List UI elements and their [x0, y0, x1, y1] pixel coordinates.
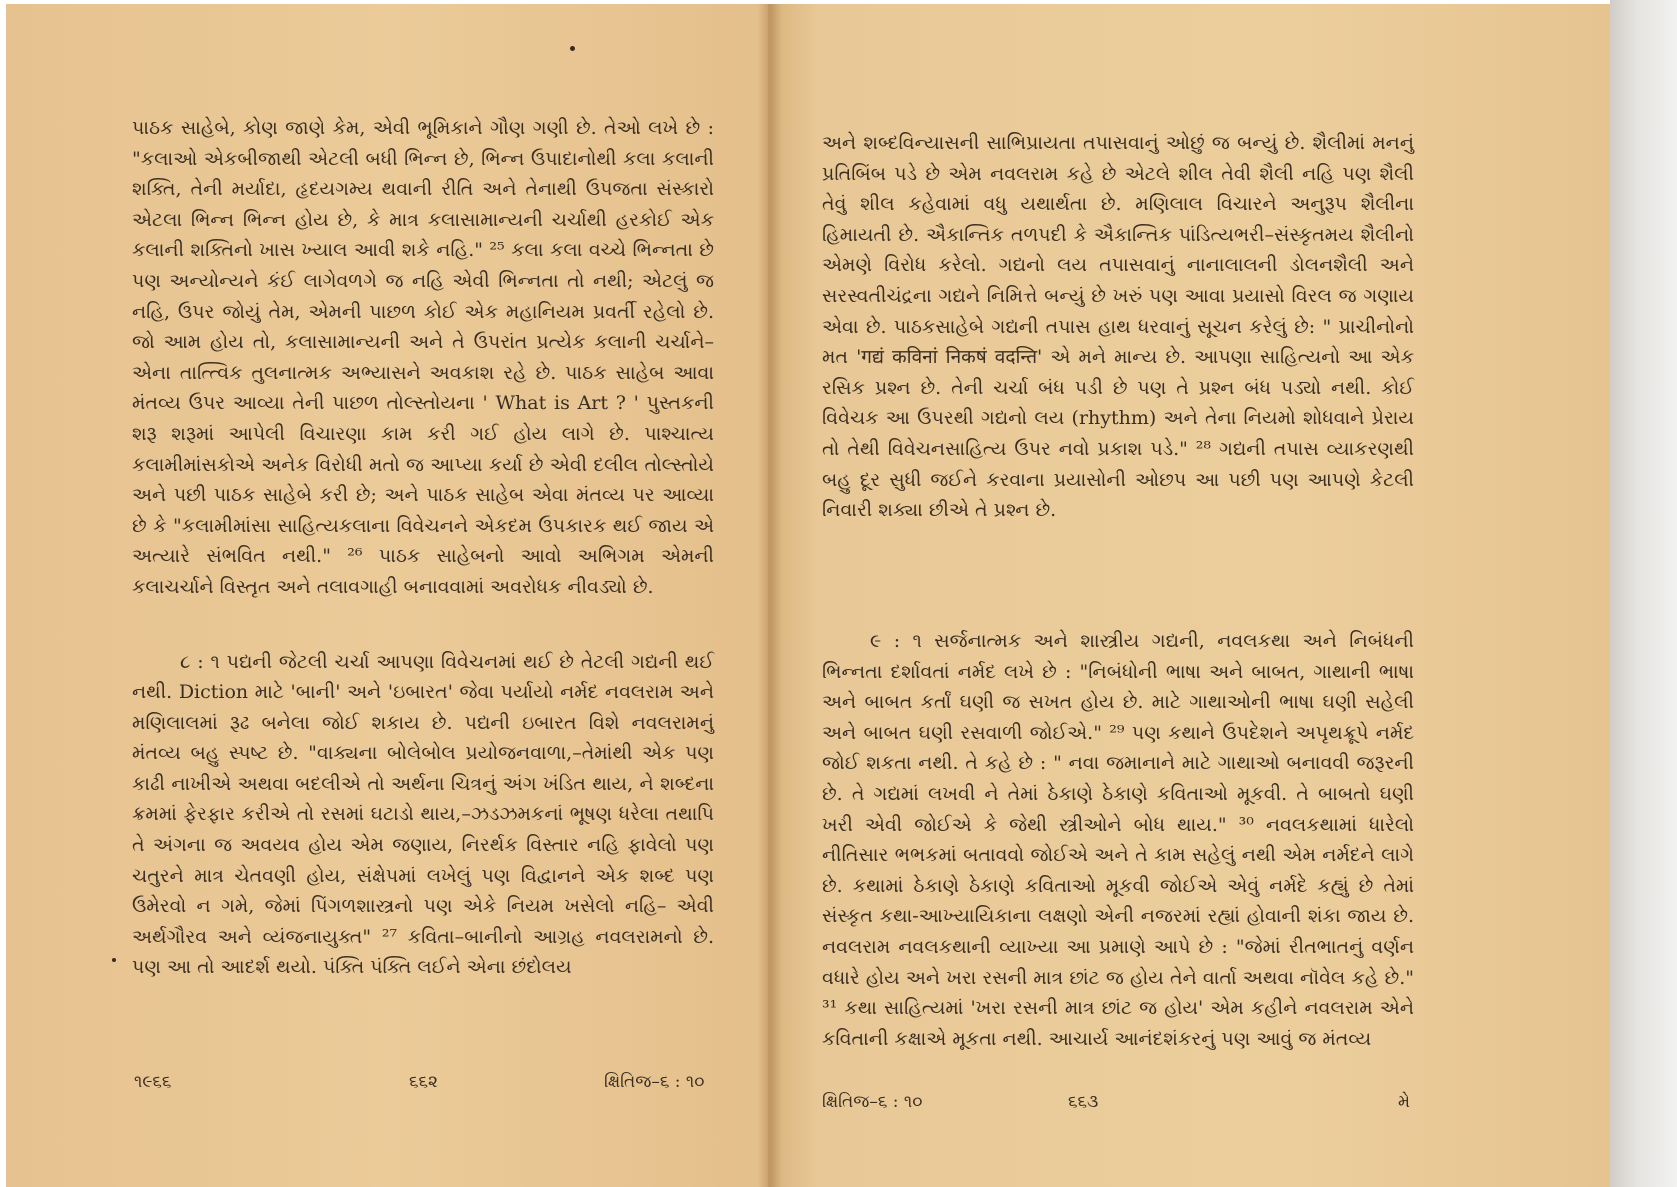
right-paragraph-2: ૯ : ૧ સર્જનાત્મક અને શાસ્ત્રીય ગદ્યની, નવલકથા અને નિબંધની ભિન્નતા દર્શાવતાં નર્મદ લખે છે : "નિબંધોની ભાષા અને બાબત, ગાથાની ભાષા અને બાબત કર્તાં ઘણી જ સખત હોય છે. માટે ગાથાઓની ભાષા ઘણી સહેલી અને બાબત ઘણી રસવાળી જોઈએ." ²⁹ પણ કથાને ઉપદેશને અપૃથક્રૂપે નર્મદ જોઈ શકતા નથી. તે કહે છે : " નવા જમાનાને માટે ગાથાઓ બનાવવી જરૂરની છે. તે ગદ્યમાં લખવી ને તેમાં ઠેકાણે ઠેકાણે કવિતાઓ મૂકવી. તે બાબતો ઘણી ખરી એવી જોઈએ કે જેથી સ્ત્રીઓને બોધ થાય." ³⁰ નવલકથામાં ધારેલો નીતિસાર ભભકમાં બતાવવો જોઈએ અને તે કામ સહેલું નથી એમ નર્મદને લાગે છે. કથામાં ઠેકાણે ઠેકાણે કવિતાઓ મૂકવી જોઈએ એવું નર્મદે કહ્યું છે તેમાં સંસ્કૃત કથા-આખ્યાયિકાના લક્ષણો એની નજરમાં રહ્યાં હોવાની શંકા જાય છે. નવલરામ નવલકથાની વ્યાખ્યા આ પ્રમાણે આપે છે : "જેમાં રીતભાતનું વર્ણન વધારે હોય અને ખરા રસની માત્ર છાંટ જ હોય તેને વાર્તા અથવા નૉવેલ કહે છે." ³¹ કથા સાહિત્યમાં 'ખરા રસની માત્ર છાંટ જ હોય' એમ કહીને નવલરામ એને કવિતાની કક્ષાએ મૂકતા નથી. આચાર્ય આનંદશંકરનું પણ આવું જ મંતવ્ય	[822, 630, 1414, 1050]
left-page-number: ૬૬૨	[409, 1072, 439, 1092]
left-paragraph-2: ૮ : ૧ પદ્યની જેટલી ચર્ચા આપણા વિવેચનમાં થઈ છે તેટલી ગદ્યની થઈ નથી. Diction માટે 'બાની' અને 'ઇબારત' જેવા પર્યાયો નર્મદ નવલરામ અને મણિલાલમાં રૂઢ બનેલા જોઈ શકાય છે. પદ્યની ઇબારત વિશે નવલરામનું મંતવ્ય બહુ સ્પષ્ટ છે. "વાક્યના બોલેબોલ પ્રયોજનવાળા,–તેમાંથી એક પણ કાઢી નાખીએ અથવા બદલીએ તો અર્થના ચિત્રનું અંગ ખંડિત થાય, ને શબ્દના ક્રમમાં ફેરફાર કરીએ તો રસમાં ઘટાડો થાય,–ઝડઝમકનાં ભૂષણ ધરેલા તથાપિ તે અંગના જ અવયવ હોય એમ જણાય, નિરર્થક વિસ્તાર નહિ ફાવેલો પણ ચતુરને માત્ર ચેતવણી હોય, સંક્ષેપમાં લખેલું પણ વિદ્વાનને એક શબ્દ પણ ઉમેરવો ન ગમે, જેમાં પિંગળશાસ્ત્રનો પણ એકે નિયમ ખસેલો નહિ– એવી અર્થગૌરવ અને વ્યંજનાયુક્ત" ²⁷ કવિતા–બાનીનો આગ્રહ નવલરામનો છે. પણ આ તો આદર્શ થયો. પંક્તિ પંક્તિ લઈને એના છંદોલય	[132, 650, 714, 979]
right-page-body-top	[822, 128, 1414, 526]
book-gutter	[758, 4, 782, 1187]
right-page-number: ૬૬૩	[1068, 1092, 1099, 1112]
ink-speck	[570, 46, 575, 51]
ink-speck	[112, 958, 116, 962]
right-footer-journal: ક્ષિતિજ–૬ : ૧૦	[822, 1092, 923, 1112]
left-footer-year: ૧૯૬૬	[134, 1072, 172, 1092]
left-footer-journal: ક્ષિતિજ–૬ : ૧૦	[604, 1072, 705, 1092]
left-page-body	[132, 113, 714, 983]
right-paragraph-1: અને શબ્દવિન્યાસની સાભિપ્રાયતા તપાસવાનું ઓછું જ બન્યું છે. શૈલીમાં મનનું પ્રતિબિંબ પડે છે એમ નવલરામ કહે છે એટલે શીલ તેવી શૈલી નહિ પણ શૈલી તેવું શીલ કહેવામાં વધુ યથાર્થતા છે. મણિલાલ વિચારને અનુરૂપ શૈલીના હિમાયતી છે. ઐકાન્તિક તળપદી કે ઐકાન્તિક પાંડિત્યભરી–સંસ્કૃતમય શૈલીનો એમણે વિરોધ કરેલો. ગદ્યનો લય તપાસવાનું નાનાલાલની ડોલનશૈલી અને સરસ્વતીચંદ્રના ગદ્યને નિમિત્તે બન્યું છે ખરું પણ આવા પ્રયાસો વિરલ જ ગણાય એવા છે. પાઠકસાહેબે ગદ્યની તપાસ હાથ ધરવાનું સૂચન કરેલું છે: " પ્રાચીનોનો મત 'गद्यं कविनां निकषं वदन्ति' એ મને માન્ય છે. આપણા સાહિત્યનો આ એક રસિક પ્રશ્ન છે. તેની ચર્ચા બંધ પડી છે પણ તે પ્રશ્ન બંધ પડ્યો નથી. કોઈ વિવેચક આ ઉપરથી ગદ્યનો લય (rhythm) અને તેના નિયમો શોધવાને પ્રેરાય તો તેથી વિવેચનસાહિત્ય ઉપર નવો પ્રકાશ પડે." ²⁸ ગદ્યની તપાસ વ્યાકરણથી બહુ દૂર સુધી જઈને કરવાના પ્રયાસોની ઓછપ આ પછી પણ આપણે કેટલી નિવારી શક્યા છીએ તે પ્રશ્ન છે.	[822, 132, 1414, 522]
right-page-body-bottom	[822, 626, 1414, 1054]
left-paragraph-1: પાઠક સાહેબે, કોણ જાણે કેમ, એવી ભૂમિકાને ગૌણ ગણી છે. તેઓ લખે છે : "કલાઓ એકબીજાથી એટલી બધી ભિન્ન છે, ભિન્ન ઉપાદાનોથી કલા કલાની શક્તિ, તેની મર્યાદા, હૃદયગમ્ય થવાની રીતિ અને તેનાથી ઉપજતા સંસ્કારો એટલા ભિન્ન ભિન્ન હોય છે, કે માત્ર કલાસામાન્યની ચર્ચાથી હરકોઈ એક કલાની શક્તિનો ખાસ ખ્યાલ આવી શકે નહિ." ²⁵ કલા કલા વચ્ચે ભિન્નતા છે પણ અન્યોન્યને કંઈ લાગેવળગે જ નહિ એવી ભિન્નતા તો નથી; એટલું જ નહિ, ઉપર જોયું તેમ, એમની પાછળ કોઈ એક મહાનિયમ પ્રવર્તી રહેલો છે. જો આમ હોય તો, કલાસામાન્યની અને તે ઉપરાંત પ્રત્યેક કલાની ચર્ચાને–એના તાત્ત્વિક તુલનાત્મક અભ્યાસને અવકાશ રહે છે. પાઠક સાહેબ આવા મંતવ્ય ઉપર આવ્યા તેની પાછળ તોલ્સ્તોયના ' What is Art ? ' પુસ્તકની શરૂ શરૂમાં આપેલી વિચારણા કામ કરી ગઈ હોય લાગે છે. પાશ્ચાત્ય કલામીમાંસકોએ અનેક વિરોધી મતો જ આપ્યા કર્યા છે એવી દલીલ તોલ્સ્તોયે અને પછી પાઠક સાહેબે કરી છે; અને પાઠક સાહેબ એવા મંતવ્ય પર આવ્યા છે કે "કલામીમાંસા સાહિત્યકલાના વિવેચનને એકદમ ઉપકારક થઈ જાય એ અત્યારે સંભવિત નથી." ²⁶ પાઠક સાહેબનો આવો અભિગમ એમની કલાચર્ચાને વિસ્તૃત અને તલાવગાહી બનાવવામાં અવરોધક નીવડ્યો છે.	[132, 117, 714, 598]
right-footer-month: મે	[1398, 1092, 1411, 1112]
scan-background-strip	[1610, 0, 1677, 1187]
